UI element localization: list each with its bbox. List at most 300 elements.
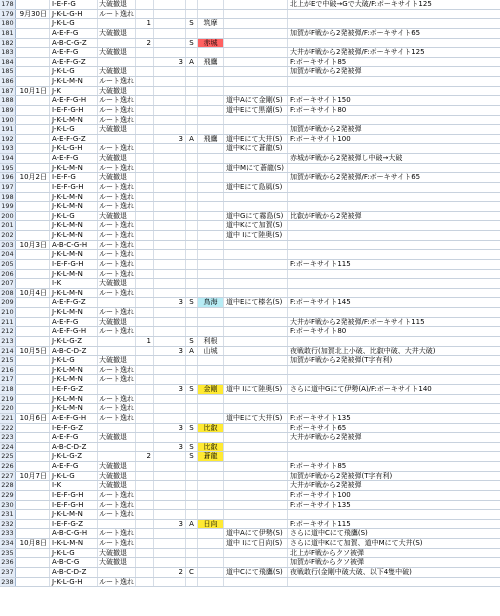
date-cell[interactable]: [16, 501, 50, 510]
table-row[interactable]: [0, 347, 500, 357]
date-cell[interactable]: [16, 39, 50, 48]
table-row[interactable]: [0, 520, 500, 530]
note-cell[interactable]: 大井がF戦から2発被弾/F:ボーキサイト115: [290, 317, 425, 326]
ship-cell[interactable]: [198, 270, 224, 279]
row-number[interactable]: 211: [0, 318, 16, 327]
note-cell[interactable]: 大井がF戦から2発被弾: [290, 433, 362, 442]
route-cell[interactable]: A-E-F-G-H: [50, 327, 98, 336]
rank-cell[interactable]: [186, 510, 198, 519]
note-cell[interactable]: F:ボーキサイト100: [290, 134, 351, 143]
result-cell[interactable]: 大破撤退: [98, 125, 136, 134]
row-number[interactable]: 182: [0, 39, 16, 48]
row-number[interactable]: 205: [0, 260, 16, 269]
result-cell[interactable]: ルート逸れ: [99, 182, 134, 191]
date-cell[interactable]: [16, 154, 50, 163]
table-row[interactable]: [0, 183, 500, 193]
row-number[interactable]: 228: [0, 481, 16, 490]
note-cell[interactable]: 加賀がF戦からクソ被弾: [290, 558, 365, 567]
row-number[interactable]: 215: [0, 356, 16, 365]
result-cell[interactable]: ルート逸れ: [99, 288, 134, 297]
route-cell[interactable]: J-K-L-M-N: [50, 116, 98, 125]
table-row[interactable]: [0, 452, 500, 462]
result-cell[interactable]: ルート逸れ: [99, 240, 134, 249]
drop-cell[interactable]: [224, 375, 288, 384]
row-number[interactable]: 197: [0, 183, 16, 192]
drop-cell[interactable]: [224, 48, 288, 57]
ship-cell[interactable]: [198, 501, 224, 510]
route-cell[interactable]: I-E-F-G-H: [50, 491, 98, 500]
drop-cell[interactable]: [224, 250, 288, 259]
ship-cell[interactable]: [198, 193, 224, 202]
date-cell[interactable]: [16, 529, 50, 538]
date-cell[interactable]: 10月7日: [16, 472, 50, 481]
date-cell[interactable]: [16, 520, 50, 529]
table-row[interactable]: [0, 29, 500, 39]
count-b-cell[interactable]: [154, 414, 186, 423]
table-row[interactable]: [0, 404, 500, 414]
ship-cell[interactable]: [198, 116, 224, 125]
rank-cell[interactable]: [186, 414, 198, 423]
count-b-cell[interactable]: [154, 241, 186, 250]
date-cell[interactable]: [16, 318, 50, 327]
rank-cell[interactable]: [186, 173, 198, 182]
date-cell[interactable]: [16, 424, 50, 433]
result-cell[interactable]: ルート逸れ: [99, 163, 134, 172]
rank-cell[interactable]: [186, 366, 198, 375]
row-number[interactable]: 220: [0, 404, 16, 413]
count-a-cell[interactable]: 1: [136, 337, 154, 346]
row-number[interactable]: 222: [0, 424, 16, 433]
rank-cell[interactable]: [186, 549, 198, 558]
ship-cell[interactable]: 飛鷹: [198, 135, 224, 144]
note-cell[interactable]: [288, 452, 500, 461]
rank-cell[interactable]: [186, 404, 198, 413]
drop-cell[interactable]: [224, 67, 288, 76]
row-number[interactable]: 200: [0, 212, 16, 221]
count-b-cell[interactable]: [154, 250, 186, 259]
count-b-cell[interactable]: [154, 96, 186, 105]
row-number[interactable]: 203: [0, 241, 16, 250]
result-cell[interactable]: 大破撤退: [98, 0, 136, 9]
date-cell[interactable]: [16, 164, 50, 173]
count-a-cell[interactable]: [136, 462, 154, 471]
count-b-cell[interactable]: [154, 116, 186, 125]
table-row[interactable]: [0, 58, 500, 68]
ship-cell[interactable]: 筑摩: [198, 19, 224, 28]
count-a-cell[interactable]: [136, 481, 154, 490]
rank-cell[interactable]: S: [186, 39, 198, 48]
rank-cell[interactable]: [186, 125, 198, 134]
route-cell[interactable]: A-E-F-G: [50, 433, 98, 442]
table-row[interactable]: [0, 510, 500, 520]
result-cell[interactable]: [98, 58, 136, 67]
drop-cell[interactable]: [224, 116, 288, 125]
count-a-cell[interactable]: [136, 77, 154, 86]
date-cell[interactable]: 10月4日: [16, 289, 50, 298]
count-b-cell[interactable]: [154, 433, 186, 442]
note-cell[interactable]: F:ボーキサイト150: [290, 96, 351, 105]
row-number[interactable]: 185: [0, 67, 16, 76]
result-cell[interactable]: 大破撤退: [98, 212, 136, 221]
count-a-cell[interactable]: [136, 202, 154, 211]
drop-cell[interactable]: 道中Eにて大井(S): [224, 414, 288, 423]
note-cell[interactable]: さらに道中Gにて伊勢(A)/F:ボーキサイト140: [290, 385, 432, 393]
count-b-cell[interactable]: [154, 48, 186, 57]
route-cell[interactable]: A-B-C-G-Z: [50, 39, 98, 48]
rank-cell[interactable]: [186, 144, 198, 153]
ship-cell[interactable]: [198, 539, 224, 548]
table-row[interactable]: [0, 96, 500, 106]
row-number[interactable]: 189: [0, 106, 16, 115]
ship-cell[interactable]: 蒼龍: [198, 452, 224, 461]
count-b-cell[interactable]: [154, 164, 186, 173]
ship-cell[interactable]: 山城: [198, 347, 224, 356]
rank-cell[interactable]: [186, 96, 198, 105]
count-a-cell[interactable]: [136, 510, 154, 519]
row-number[interactable]: 234: [0, 539, 16, 548]
count-a-cell[interactable]: [136, 221, 154, 230]
drop-cell[interactable]: [224, 433, 288, 442]
drop-cell[interactable]: [224, 202, 288, 211]
route-cell[interactable]: A-E-F-G-Z: [50, 135, 98, 144]
row-number[interactable]: 218: [0, 385, 16, 394]
note-cell[interactable]: [288, 443, 500, 452]
route-cell[interactable]: J-K-L-G: [50, 67, 98, 76]
count-a-cell[interactable]: [136, 173, 154, 182]
route-cell[interactable]: J-K-L-M-N: [50, 404, 98, 413]
rank-cell[interactable]: A: [186, 135, 198, 144]
count-a-cell[interactable]: [136, 558, 154, 567]
rank-cell[interactable]: [186, 183, 198, 192]
date-cell[interactable]: [16, 29, 50, 38]
drop-cell[interactable]: [224, 491, 288, 500]
note-cell[interactable]: [288, 270, 500, 279]
date-cell[interactable]: [16, 183, 50, 192]
count-a-cell[interactable]: [136, 366, 154, 375]
count-a-cell[interactable]: [136, 501, 154, 510]
rank-cell[interactable]: [186, 202, 198, 211]
rank-cell[interactable]: [186, 193, 198, 202]
note-cell[interactable]: [288, 250, 500, 259]
ship-cell[interactable]: [198, 366, 224, 375]
row-number[interactable]: 216: [0, 366, 16, 375]
row-number[interactable]: 201: [0, 221, 16, 230]
count-b-cell[interactable]: [154, 173, 186, 182]
result-cell[interactable]: 大破撤退: [98, 462, 136, 471]
count-a-cell[interactable]: [136, 29, 154, 38]
rank-cell[interactable]: [186, 67, 198, 76]
count-b-cell[interactable]: [154, 510, 186, 519]
drop-cell[interactable]: [224, 501, 288, 510]
date-cell[interactable]: [16, 481, 50, 490]
drop-cell[interactable]: 道中 Iにて日向(S): [224, 539, 288, 548]
note-cell[interactable]: F:ボーキサイト100: [290, 490, 351, 499]
route-cell[interactable]: J-K-L-M-N: [50, 395, 98, 404]
rank-cell[interactable]: [186, 279, 198, 288]
count-a-cell[interactable]: [136, 395, 154, 404]
table-row[interactable]: [0, 375, 500, 385]
table-row[interactable]: [0, 241, 500, 251]
note-cell[interactable]: F:ボーキサイト80: [290, 105, 347, 114]
count-a-cell[interactable]: [136, 549, 154, 558]
result-cell[interactable]: [98, 568, 136, 577]
row-number[interactable]: 195: [0, 164, 16, 173]
table-row[interactable]: [0, 308, 500, 318]
note-cell[interactable]: [288, 202, 500, 211]
result-cell[interactable]: ルート逸れ: [99, 413, 134, 422]
note-cell[interactable]: さらに道中Cにて飛鷹(S): [290, 529, 368, 538]
rank-cell[interactable]: [186, 241, 198, 250]
result-cell[interactable]: 大破撤退: [98, 67, 136, 76]
count-b-cell[interactable]: [154, 318, 186, 327]
note-cell[interactable]: [288, 87, 500, 96]
count-b-cell[interactable]: 3: [154, 520, 186, 529]
date-cell[interactable]: [16, 568, 50, 577]
result-cell[interactable]: ルート逸れ: [99, 250, 134, 259]
table-row[interactable]: [0, 549, 500, 559]
route-cell[interactable]: A-E-F-G: [50, 462, 98, 471]
count-b-cell[interactable]: [154, 10, 186, 19]
drop-cell[interactable]: [224, 154, 288, 163]
route-cell[interactable]: A-E-F-G-Z: [50, 58, 98, 67]
note-cell[interactable]: [288, 221, 500, 230]
row-number[interactable]: 193: [0, 144, 16, 153]
drop-cell[interactable]: [224, 347, 288, 356]
table-row[interactable]: [0, 87, 500, 97]
drop-cell[interactable]: [224, 549, 288, 558]
count-b-cell[interactable]: [154, 279, 186, 288]
row-number[interactable]: 207: [0, 279, 16, 288]
count-a-cell[interactable]: [136, 58, 154, 67]
row-number[interactable]: 178: [0, 0, 16, 9]
drop-cell[interactable]: [224, 289, 288, 298]
result-cell[interactable]: 大破撤退: [98, 173, 136, 182]
rank-cell[interactable]: S: [186, 19, 198, 28]
ship-cell[interactable]: 鳥海: [198, 298, 224, 307]
date-cell[interactable]: [16, 443, 50, 452]
row-number[interactable]: 213: [0, 337, 16, 346]
drop-cell[interactable]: [224, 472, 288, 481]
rank-cell[interactable]: [186, 462, 198, 471]
count-b-cell[interactable]: 3: [154, 443, 186, 452]
count-a-cell[interactable]: [136, 424, 154, 433]
count-a-cell[interactable]: [136, 67, 154, 76]
ship-cell[interactable]: 飛鷹: [198, 58, 224, 67]
count-a-cell[interactable]: [136, 433, 154, 442]
rank-cell[interactable]: A: [186, 347, 198, 356]
ship-cell[interactable]: [198, 318, 224, 327]
ship-cell[interactable]: [198, 144, 224, 153]
route-cell[interactable]: I-E-F-G-H: [50, 501, 98, 510]
rank-cell[interactable]: [186, 529, 198, 538]
ship-cell[interactable]: [198, 433, 224, 442]
drop-cell[interactable]: [224, 193, 288, 202]
date-cell[interactable]: [16, 125, 50, 134]
table-row[interactable]: [0, 116, 500, 126]
date-cell[interactable]: 10月8日: [16, 539, 50, 548]
ship-cell[interactable]: [198, 558, 224, 567]
note-cell[interactable]: [288, 241, 500, 250]
drop-cell[interactable]: 道中Eにて榛名(S): [224, 298, 288, 307]
count-a-cell[interactable]: [136, 241, 154, 250]
drop-cell[interactable]: 道中Gにて霧島(S): [224, 212, 288, 221]
rank-cell[interactable]: [186, 270, 198, 279]
table-row[interactable]: [0, 164, 500, 174]
note-cell[interactable]: 大井がF戦から2発被弾/F:ボーキサイト125: [290, 48, 425, 57]
note-cell[interactable]: 大井がF戦から2発被弾: [290, 481, 362, 490]
route-cell[interactable]: J-K: [50, 87, 98, 96]
row-number[interactable]: 206: [0, 270, 16, 279]
date-cell[interactable]: [16, 58, 50, 67]
route-cell[interactable]: J-K-L-M-N: [50, 221, 98, 230]
result-cell[interactable]: [98, 19, 136, 28]
rank-cell[interactable]: [186, 260, 198, 269]
route-cell[interactable]: I-E-F-G-H: [50, 183, 98, 192]
count-b-cell[interactable]: [154, 29, 186, 38]
table-row[interactable]: [0, 67, 500, 77]
count-a-cell[interactable]: [136, 578, 154, 587]
ship-cell[interactable]: [198, 279, 224, 288]
table-row[interactable]: [0, 337, 500, 347]
note-cell[interactable]: F:ボーキサイト135: [290, 413, 351, 422]
ship-cell[interactable]: [198, 221, 224, 230]
ship-cell[interactable]: [198, 241, 224, 250]
drop-cell[interactable]: [224, 125, 288, 134]
rank-cell[interactable]: [186, 106, 198, 115]
date-cell[interactable]: [16, 356, 50, 365]
rank-cell[interactable]: S: [186, 385, 198, 394]
table-row[interactable]: [0, 568, 500, 578]
count-a-cell[interactable]: [136, 193, 154, 202]
ship-cell[interactable]: [198, 491, 224, 500]
result-cell[interactable]: ルート逸れ: [99, 96, 134, 105]
date-cell[interactable]: [16, 462, 50, 471]
count-b-cell[interactable]: [154, 481, 186, 490]
date-cell[interactable]: 9月30日: [16, 10, 50, 19]
row-number[interactable]: 214: [0, 347, 16, 356]
rank-cell[interactable]: [186, 0, 198, 9]
row-number[interactable]: 196: [0, 173, 16, 182]
result-cell[interactable]: ルート逸れ: [99, 490, 134, 499]
ship-cell[interactable]: [198, 395, 224, 404]
ship-cell[interactable]: [198, 164, 224, 173]
rank-cell[interactable]: S: [186, 452, 198, 461]
ship-cell[interactable]: [198, 183, 224, 192]
drop-cell[interactable]: 道中Eにて黒潮(S): [224, 106, 288, 115]
date-cell[interactable]: [16, 452, 50, 461]
ship-cell[interactable]: [198, 96, 224, 105]
table-row[interactable]: [0, 10, 500, 20]
date-cell[interactable]: [16, 231, 50, 240]
table-row[interactable]: [0, 212, 500, 222]
result-cell[interactable]: ルート逸れ: [99, 308, 134, 316]
table-row[interactable]: [0, 0, 500, 10]
table-row[interactable]: [0, 491, 500, 501]
route-cell[interactable]: I-E-F-G-H: [50, 260, 98, 269]
count-a-cell[interactable]: [136, 308, 154, 317]
row-number[interactable]: 199: [0, 202, 16, 211]
drop-cell[interactable]: [224, 366, 288, 375]
rank-cell[interactable]: [186, 327, 198, 336]
row-number[interactable]: 179: [0, 10, 16, 19]
count-a-cell[interactable]: 2: [136, 452, 154, 461]
table-row[interactable]: [0, 481, 500, 491]
table-row[interactable]: [0, 298, 500, 308]
table-row[interactable]: [0, 366, 500, 376]
table-row[interactable]: [0, 193, 500, 203]
route-cell[interactable]: J-K-L-M-N: [50, 510, 98, 519]
row-number[interactable]: 227: [0, 472, 16, 481]
row-number[interactable]: 184: [0, 58, 16, 67]
rank-cell[interactable]: [186, 154, 198, 163]
route-cell[interactable]: A-B-C-D-Z: [50, 443, 98, 452]
result-cell[interactable]: [98, 39, 136, 48]
table-row[interactable]: [0, 48, 500, 58]
drop-cell[interactable]: [224, 318, 288, 327]
row-number[interactable]: 212: [0, 327, 16, 336]
count-b-cell[interactable]: [154, 549, 186, 558]
note-cell[interactable]: F:ボーキサイト145: [290, 298, 351, 307]
result-cell[interactable]: [98, 520, 136, 529]
count-a-cell[interactable]: [136, 48, 154, 57]
rank-cell[interactable]: A: [186, 58, 198, 67]
row-number[interactable]: 188: [0, 96, 16, 105]
note-cell[interactable]: [288, 39, 500, 48]
count-b-cell[interactable]: [154, 327, 186, 336]
count-a-cell[interactable]: [136, 106, 154, 115]
ship-cell[interactable]: [198, 356, 224, 365]
note-cell[interactable]: 加賀がF戦から2発被弾/F:ボーキサイト65: [290, 28, 421, 37]
row-number[interactable]: 190: [0, 116, 16, 125]
date-cell[interactable]: [16, 0, 50, 9]
count-a-cell[interactable]: [136, 298, 154, 307]
date-cell[interactable]: 10月2日: [16, 173, 50, 182]
note-cell[interactable]: 加賀がF戦から2発被弾/F:ボーキサイト65: [290, 173, 421, 182]
route-cell[interactable]: A-E-F-G: [50, 318, 98, 327]
rank-cell[interactable]: S: [186, 443, 198, 452]
drop-cell[interactable]: [224, 260, 288, 269]
note-cell[interactable]: [288, 19, 500, 28]
table-row[interactable]: [0, 462, 500, 472]
count-a-cell[interactable]: [136, 260, 154, 269]
date-cell[interactable]: [16, 375, 50, 384]
route-cell[interactable]: J-K-L-G: [50, 472, 98, 481]
date-cell[interactable]: [16, 327, 50, 336]
result-cell[interactable]: ルート逸れ: [99, 327, 134, 336]
ship-cell[interactable]: [198, 308, 224, 317]
ship-cell[interactable]: [198, 250, 224, 259]
table-row[interactable]: [0, 231, 500, 241]
drop-cell[interactable]: [224, 39, 288, 48]
ship-cell[interactable]: [198, 472, 224, 481]
route-cell[interactable]: I-K: [50, 481, 98, 490]
count-a-cell[interactable]: [136, 318, 154, 327]
rank-cell[interactable]: [186, 395, 198, 404]
result-cell[interactable]: ルート逸れ: [99, 105, 134, 114]
drop-cell[interactable]: 道中Mにて蒼龍(S): [224, 164, 288, 173]
result-cell[interactable]: [98, 337, 136, 346]
count-b-cell[interactable]: [154, 491, 186, 500]
rank-cell[interactable]: [186, 472, 198, 481]
ship-cell[interactable]: [198, 154, 224, 163]
note-cell[interactable]: [288, 404, 500, 413]
date-cell[interactable]: [16, 308, 50, 317]
drop-cell[interactable]: [224, 558, 288, 567]
date-cell[interactable]: 10月1日: [16, 87, 50, 96]
ship-cell[interactable]: 比叡: [198, 424, 224, 433]
result-cell[interactable]: 大破撤退: [98, 481, 136, 490]
note-cell[interactable]: [288, 337, 500, 346]
